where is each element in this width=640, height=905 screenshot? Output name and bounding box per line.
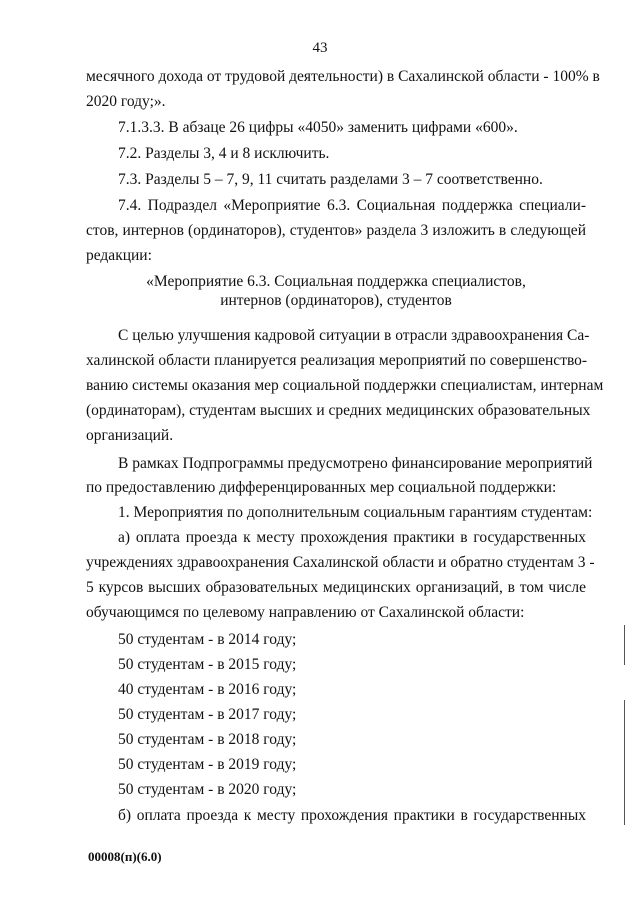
page-number: 43	[312, 40, 328, 56]
list-item: 50 студентам - в 2017 году;	[118, 706, 297, 723]
scan-edge-mark	[624, 625, 625, 665]
list-item: 50 студентам - в 2014 году;	[118, 631, 297, 648]
scan-edge-mark	[624, 700, 625, 825]
text-line: по предоставлению дифференцированных мер социальной поддержки:	[86, 479, 557, 496]
text-line: редакции:	[86, 247, 152, 264]
text-line: В рамках Подпрограммы предусмотрено финансирование мероприятий	[118, 455, 593, 472]
text-line: стов, интернов (ординаторов), студентов» раздела 3 изложить в следующей	[86, 222, 586, 239]
text-line: организаций.	[86, 427, 174, 444]
text-line: 7.3. Разделы 5 – 7, 9, 11 считать разделами 3 – 7 соответственно.	[118, 171, 543, 188]
text-line: а) оплата проезда к месту прохождения практики в государственных	[118, 529, 586, 546]
text-line: 5 курсов высших образовательных медицинских организаций, в том числе	[86, 579, 586, 596]
list-item: 50 студентам - в 2020 году;	[118, 781, 297, 798]
text-line: (ординаторам), студентам высших и средних медицинских образовательных	[86, 402, 591, 419]
text-line: 7.1.3.3. В абзаце 26 цифры «4050» заменить цифрами «600».	[118, 119, 518, 136]
section-heading: интернов (ординаторов), студентов	[220, 292, 452, 309]
text-line: 7.4. Подраздел «Мероприятие 6.3. Социальная поддержка специали-	[118, 197, 586, 214]
text-line: 1. Мероприятия по дополнительным социальным гарантиям студентам:	[118, 504, 593, 521]
list-item: 40 студентам - в 2016 году;	[118, 681, 297, 698]
text-line: месячного дохода от трудовой деятельности) в Сахалинской области - 100% в	[86, 68, 600, 85]
text-line: 7.2. Разделы 3, 4 и 8 исключить.	[118, 145, 330, 162]
text-line: обучающимся по целевому направлению от Сахалинской области:	[86, 604, 525, 621]
list-item: 50 студентам - в 2018 году;	[118, 731, 297, 748]
text-line: ванию системы оказания мер социальной поддержки специалистам, интернам	[86, 377, 604, 394]
section-heading: «Мероприятие 6.3. Социальная поддержка специалистов,	[146, 273, 526, 290]
text-line: б) оплата проезда к месту прохождения практики в государственных	[118, 807, 586, 824]
text-line: учреждениях здравоохранения Сахалинской области и обратно студентам 3 -	[86, 554, 595, 571]
text-line: халинской области планируется реализация мероприятий по совершенство-	[86, 352, 588, 369]
text-line: С целью улучшения кадровой ситуации в отрасли здравоохранения Са-	[118, 327, 590, 344]
list-item: 50 студентам - в 2019 году;	[118, 756, 297, 773]
list-item: 50 студентам - в 2015 году;	[118, 656, 297, 673]
text-line: 2020 году;».	[86, 93, 166, 110]
footer-code: 00008(п)(6.0)	[88, 849, 162, 864]
